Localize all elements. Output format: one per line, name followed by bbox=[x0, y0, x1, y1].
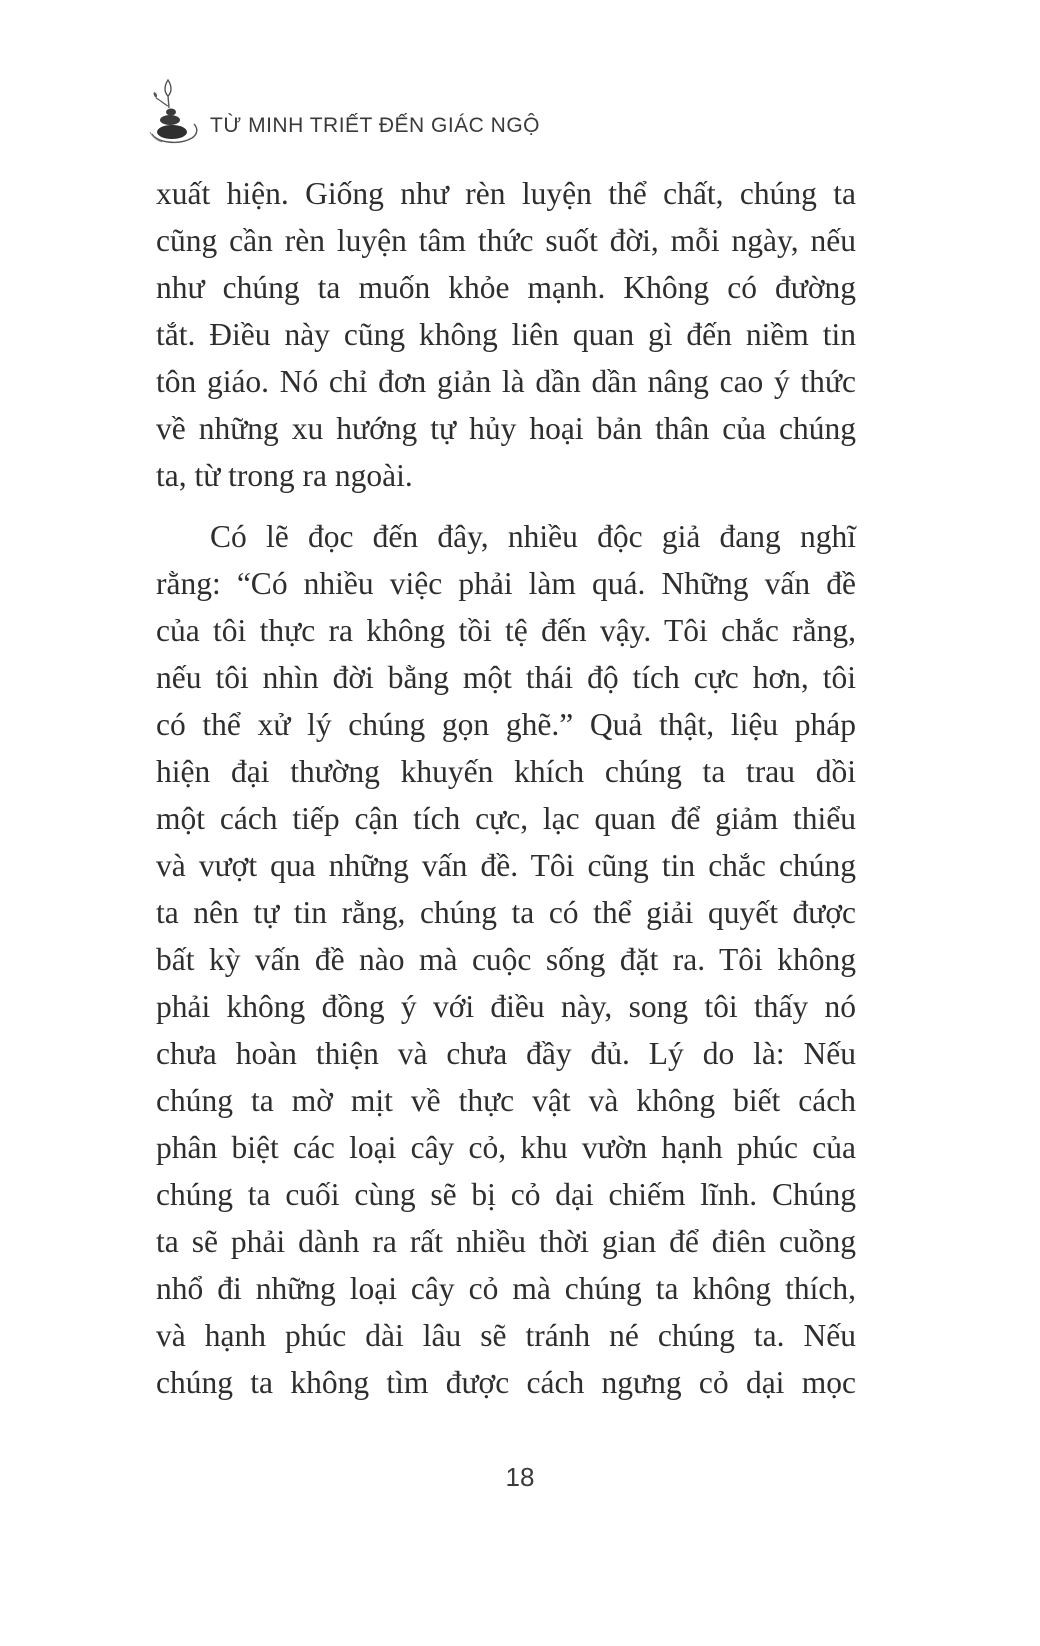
text-line: Có lẽ đọc đến đây, nhiều độc giả đang nghĩ bbox=[210, 519, 856, 554]
running-header-title: TỪ MINH TRIẾT ĐẾN GIÁC NGỘ bbox=[210, 114, 541, 137]
text-line: hiện đại thường khuyến khích chúng ta trau dồi bbox=[156, 754, 856, 789]
text-line: một cách tiếp cận tích cực, lạc quan để giảm thiểu bbox=[156, 801, 856, 836]
text-line: như chúng ta muốn khỏe mạnh. Không có đường bbox=[156, 270, 856, 305]
text-line: phân biệt các loại cây cỏ, khu vườn hạnh phúc của bbox=[156, 1130, 856, 1165]
text-line: có thể xử lý chúng gọn ghẽ.” Quả thật, liệu pháp bbox=[156, 707, 856, 742]
paragraph-2 bbox=[156, 513, 856, 1406]
text-line: chúng ta cuối cùng sẽ bị cỏ dại chiếm lĩnh. Chúng bbox=[156, 1177, 856, 1212]
text-line: ta, từ trong ra ngoài. bbox=[156, 458, 413, 493]
text-line: bất kỳ vấn đề nào mà cuộc sống đặt ra. Tôi không bbox=[156, 942, 856, 977]
text-line: phải không đồng ý với điều này, song tôi thấy nó bbox=[156, 989, 856, 1024]
stacked-stones-leaf-icon bbox=[148, 74, 200, 148]
text-line: ta sẽ phải dành ra rất nhiều thời gian để điên cuồng bbox=[156, 1224, 856, 1259]
text-line: tôn giáo. Nó chỉ đơn giản là dần dần nâng cao ý thức bbox=[156, 364, 856, 399]
text-line: tắt. Điều này cũng không liên quan gì đến niềm tin bbox=[156, 317, 856, 352]
text-line: và hạnh phúc dài lâu sẽ tránh né chúng ta. Nếu bbox=[156, 1318, 856, 1353]
body-text bbox=[156, 170, 856, 1406]
text-line: rằng: “Có nhiều việc phải làm quá. Những vấn đề bbox=[156, 566, 856, 601]
text-line: nhổ đi những loại cây cỏ mà chúng ta không thích, bbox=[156, 1271, 856, 1306]
text-line: và vượt qua những vấn đề. Tôi cũng tin chắc chúng bbox=[156, 848, 856, 883]
text-line: ta nên tự tin rằng, chúng ta có thể giải quyết được bbox=[156, 895, 856, 930]
page-number: 18 bbox=[505, 1462, 535, 1492]
text-line: chúng ta không tìm được cách ngưng cỏ dại mọc bbox=[156, 1365, 856, 1400]
text-line: chưa hoàn thiện và chưa đầy đủ. Lý do là: Nếu bbox=[156, 1036, 856, 1071]
text-line: của tôi thực ra không tồi tệ đến vậy. Tôi chắc rằng, bbox=[156, 613, 856, 648]
text-line: cũng cần rèn luyện tâm thức suốt đời, mỗi ngày, nếu bbox=[156, 223, 856, 258]
text-line: chúng ta mờ mịt về thực vật và không biết cách bbox=[156, 1083, 856, 1118]
text-line: về những xu hướng tự hủy hoại bản thân của chúng bbox=[156, 411, 856, 446]
text-line: xuất hiện. Giống như rèn luyện thể chất, chúng ta bbox=[156, 176, 856, 211]
paragraph-1 bbox=[156, 170, 856, 499]
text-line: nếu tôi nhìn đời bằng một thái độ tích cực hơn, tôi bbox=[156, 660, 856, 695]
running-header bbox=[148, 74, 748, 154]
